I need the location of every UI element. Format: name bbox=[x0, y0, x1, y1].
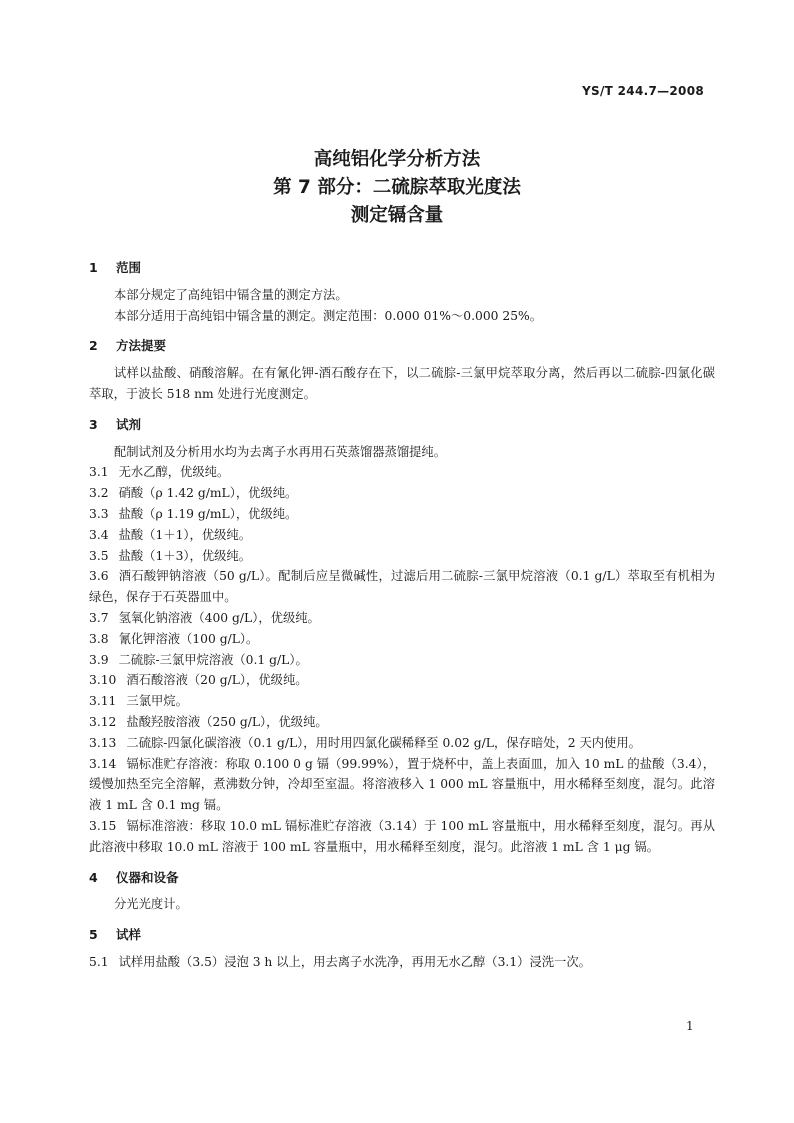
item-number: 3.4 bbox=[89, 527, 109, 542]
section-heading-reagents bbox=[89, 415, 715, 436]
item-number: 3.10 bbox=[89, 673, 117, 688]
item-text: 三氯甲烷。 bbox=[126, 694, 188, 709]
item-number: 5.1 bbox=[89, 954, 109, 969]
item-number: 3.11 bbox=[89, 694, 117, 709]
section-title: 试剂 bbox=[116, 416, 142, 432]
item-text: 试样用盐酸（3.5）浸泡 3 h 以上，用去离子水洗净，再用无水乙醇（3.1）浸洗一次。 bbox=[118, 954, 591, 969]
list-item bbox=[89, 952, 715, 973]
document-title bbox=[0, 146, 794, 230]
list-item bbox=[89, 650, 715, 671]
item-text: 镉标准贮存溶液：称取 0.100 0 g 镉（99.99%），置于烧杯中，盖上表面皿，加入 10 mL 的盐酸（3.4），缓慢加热至完全溶解，煮沸数分钟，冷却至室温。将溶液移入 1 000 mL 容量瓶中，用水稀释至刻度，混匀。此溶液 1 mL 含 0.1 mg 镉。 bbox=[89, 756, 715, 813]
section-number: 3 bbox=[89, 416, 98, 432]
item-text: 二硫腙-三氯甲烷溶液（0.1 g/L）。 bbox=[118, 652, 308, 667]
item-number: 3.14 bbox=[89, 756, 117, 771]
method-summary-paragraph: 试样以盐酸、硝酸溶解。在有氰化钾-酒石酸存在下，以二硫腙-三氯甲烷萃取分离，然后再以二硫腙-四氯化碳萃取，于波长 518 nm 处进行光度测定。 bbox=[89, 366, 715, 401]
list-item bbox=[89, 691, 715, 712]
item-number: 3.5 bbox=[89, 548, 109, 563]
section-title: 试样 bbox=[116, 927, 142, 943]
item-number: 3.2 bbox=[89, 486, 109, 501]
item-text: 硝酸（ρ 1.42 g/mL），优级纯。 bbox=[118, 486, 298, 501]
item-text: 酒石酸钾钠溶液（50 g/L）。配制后应呈微碱性，过滤后用二硫腙-三氯甲烷溶液（0.1 g/L）萃取至有机相为绿色，保存于石英器皿中。 bbox=[89, 569, 715, 605]
title-line-1: 高纯铝化学分析方法 bbox=[313, 149, 481, 170]
item-number: 3.12 bbox=[89, 714, 117, 729]
section-heading-method-summary bbox=[89, 336, 715, 357]
list-item bbox=[89, 754, 715, 816]
list-item bbox=[89, 712, 715, 733]
item-text: 无水乙醇，优级纯。 bbox=[118, 465, 230, 480]
title-line-2: 第 7 部分：二硫腙萃取光度法 bbox=[273, 177, 521, 198]
apparatus-paragraph: 分光光度计。 bbox=[114, 897, 188, 912]
item-number: 3.7 bbox=[89, 610, 109, 625]
section-heading-scope bbox=[89, 258, 715, 279]
item-text: 盐酸（1＋3），优级纯。 bbox=[118, 548, 252, 563]
scope-paragraph: 本部分适用于高纯铝中镉含量的测定。测定范围：0.000 01%～0.000 25%。 bbox=[114, 308, 543, 323]
item-number: 3.1 bbox=[89, 465, 109, 480]
item-number: 3.8 bbox=[89, 631, 109, 646]
section-number: 4 bbox=[89, 869, 98, 885]
item-number: 3.15 bbox=[89, 818, 117, 833]
item-number: 3.3 bbox=[89, 506, 109, 521]
section-title: 范围 bbox=[116, 260, 142, 275]
section-number: 2 bbox=[89, 338, 98, 354]
list-item bbox=[89, 629, 715, 650]
list-item bbox=[89, 733, 715, 754]
page-number: 1 bbox=[686, 1019, 694, 1033]
list-item bbox=[89, 566, 715, 608]
section-title: 仪器和设备 bbox=[116, 869, 179, 885]
item-text: 镉标准溶液：移取 10.0 mL 镉标准贮存溶液（3.14）于 100 mL 容量瓶中，用水稀释至刻度，混匀。再从此溶液中移取 10.0 mL 溶液于 100 mL 容量瓶中，用水稀释至刻度，混匀。此溶液 1 mL 含 1 μg 镉。 bbox=[89, 818, 715, 854]
list-item bbox=[89, 670, 715, 691]
scope-paragraph: 本部分规定了高纯铝中镉含量的测定方法。 bbox=[114, 287, 348, 302]
document-body bbox=[89, 258, 715, 973]
section-heading-apparatus bbox=[89, 868, 715, 889]
section-number: 5 bbox=[89, 927, 98, 943]
section-title: 方法提要 bbox=[116, 338, 167, 354]
list-item bbox=[89, 525, 715, 546]
item-text: 酒石酸溶液（20 g/L），优级纯。 bbox=[126, 673, 308, 688]
item-number: 3.13 bbox=[89, 735, 117, 750]
section-heading-sample bbox=[89, 925, 715, 946]
item-number: 3.9 bbox=[89, 652, 109, 667]
section-number: 1 bbox=[89, 260, 98, 275]
item-text: 盐酸（1＋1），优级纯。 bbox=[118, 527, 252, 542]
list-item bbox=[89, 608, 715, 629]
list-item bbox=[89, 504, 715, 525]
item-text: 盐酸羟胺溶液（250 g/L），优级纯。 bbox=[126, 714, 328, 729]
list-item bbox=[89, 483, 715, 504]
list-item bbox=[89, 816, 715, 858]
standard-code: YS/T 244.7—2008 bbox=[582, 84, 704, 98]
item-text: 二硫腙-四氯化碳溶液（0.1 g/L），用时用四氯化碳稀释至 0.02 g/L，保存暗处，2 天内使用。 bbox=[126, 735, 641, 750]
list-item bbox=[89, 546, 715, 567]
item-text: 氰化钾溶液（100 g/L）。 bbox=[118, 631, 259, 646]
item-number: 3.6 bbox=[89, 569, 109, 584]
item-text: 氢氧化钠溶液（400 g/L），优级纯。 bbox=[118, 610, 320, 625]
reagents-intro: 配制试剂及分析用水均为去离子水再用石英蒸馏器蒸馏提纯。 bbox=[114, 444, 447, 459]
list-item bbox=[89, 462, 715, 483]
item-text: 盐酸（ρ 1.19 g/mL），优级纯。 bbox=[118, 506, 298, 521]
title-line-3: 测定镉含量 bbox=[350, 205, 444, 226]
